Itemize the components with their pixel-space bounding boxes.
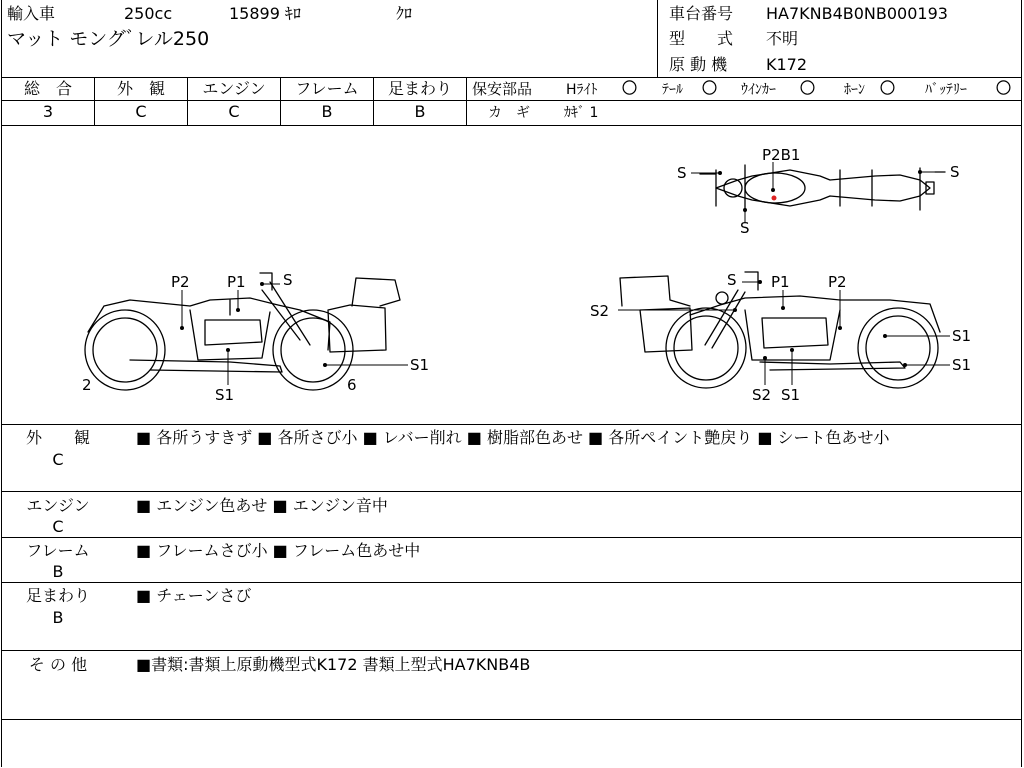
safety-mark-battery: 〇	[996, 79, 1012, 97]
diagram-label: P2	[171, 273, 190, 291]
section-grade-engine: C	[52, 517, 64, 536]
section-grade-suspension: B	[52, 608, 64, 627]
diagram-label: S	[950, 163, 960, 181]
safety-mark-headlight: 〇	[622, 79, 638, 97]
grade-label-suspension: 足まわり	[387, 79, 452, 98]
safety-mark-tail: 〇	[702, 79, 718, 97]
grade-label-overall: 総 合	[23, 79, 72, 98]
diagram-label: S1	[215, 386, 235, 404]
safety-parts-label: 保安部品	[472, 80, 533, 98]
safety-mark-winker: 〇	[800, 79, 816, 97]
grade-label-exterior: 外 観	[116, 79, 165, 98]
diagram-label: S	[677, 164, 687, 182]
grade-value-exterior: C	[135, 102, 147, 121]
displacement: 250cc	[124, 4, 173, 23]
chassis-number: HA7KNB4B0NB000193	[766, 4, 948, 23]
section-label-exterior: 外 観	[25, 428, 90, 447]
rule	[1, 491, 1022, 492]
engine-model: K172	[766, 55, 808, 74]
grade-value-overall: 3	[42, 102, 54, 121]
diagram-label: S2	[590, 302, 610, 320]
model-type-value: 不明	[766, 29, 799, 48]
safety-item-headlight: Hﾗｲﾄ	[566, 82, 598, 98]
model-name: マット モングﾞレル250	[7, 28, 210, 50]
section-notes-exterior: ■ 各所うすきず ■ 各所さび小 ■ レバー削れ ■ 樹脂部色あせ ■ 各所ペイント艶戻り ■ シート色あせ小	[136, 428, 890, 447]
grade-label-engine: エンジン	[202, 79, 266, 98]
grade-value-engine: C	[228, 102, 240, 121]
grade-value-suspension: B	[414, 102, 426, 121]
safety-item-horn: ﾎｰﾝ	[844, 82, 865, 98]
diagram-label: S	[727, 271, 737, 289]
diagram-label: S	[283, 271, 293, 289]
section-grade-exterior: C	[52, 450, 64, 469]
diagram-label: S1	[952, 356, 972, 374]
chassis-label: 車台番号	[669, 4, 734, 23]
section-notes-suspension: ■ チェーンさび	[136, 586, 252, 605]
mileage: 15899 ｷﾛ	[229, 4, 301, 23]
key-label: カ ギ	[488, 105, 530, 121]
diagram-label: S1	[410, 356, 430, 374]
diagram-label: 6	[347, 376, 357, 394]
section-notes-frame: ■ フレームさび小 ■ フレーム色あせ中	[136, 541, 421, 560]
grade-label-frame: フレーム	[295, 79, 359, 98]
diagram-label: S	[740, 219, 750, 237]
rule	[1, 650, 1022, 651]
section-label-frame: フレーム	[26, 541, 90, 560]
section-notes-engine: ■ エンジン色あせ ■ エンジン音中	[136, 496, 388, 515]
section-grade-frame: B	[52, 562, 64, 581]
rule	[1, 537, 1022, 538]
section-label-suspension: 足まわり	[25, 586, 90, 605]
safety-item-tail: ﾃｰﾙ	[662, 82, 683, 98]
model-type-label: 型 式	[669, 29, 734, 48]
diagram-label: P2B1	[762, 146, 801, 164]
rule	[1, 582, 1022, 583]
diagram-label: P1	[771, 273, 790, 291]
engine-label: 原 動 機	[669, 55, 728, 74]
key-count: ｶｷﾞ 1	[564, 105, 599, 121]
import-type: 輸入車	[7, 4, 56, 23]
section-label-engine: エンジン	[26, 496, 90, 515]
safety-item-winker: ｳｲﾝｶｰ	[741, 82, 776, 98]
top-view-motorcycle	[700, 165, 945, 212]
diagram-label: S1	[781, 386, 801, 404]
section-notes-other: ■書類:書類上原動機型式K172 書類上型式HA7KNB4B	[136, 655, 531, 674]
section-label-other: そ の 他	[28, 655, 88, 674]
diagram-label: S2	[752, 386, 772, 404]
diagram-label: 2	[82, 376, 92, 394]
grade-value-frame: B	[321, 102, 333, 121]
diagram-label: P2	[828, 273, 847, 291]
safety-item-battery: ﾊﾞｯﾃﾘｰ	[925, 82, 967, 98]
rule	[1, 719, 1022, 720]
diagram-label: P1	[227, 273, 246, 291]
safety-mark-horn: 〇	[880, 79, 896, 97]
damage-marker	[772, 196, 777, 201]
body-color: ｸﾛ	[396, 4, 413, 23]
diagram-label: S1	[952, 327, 972, 345]
